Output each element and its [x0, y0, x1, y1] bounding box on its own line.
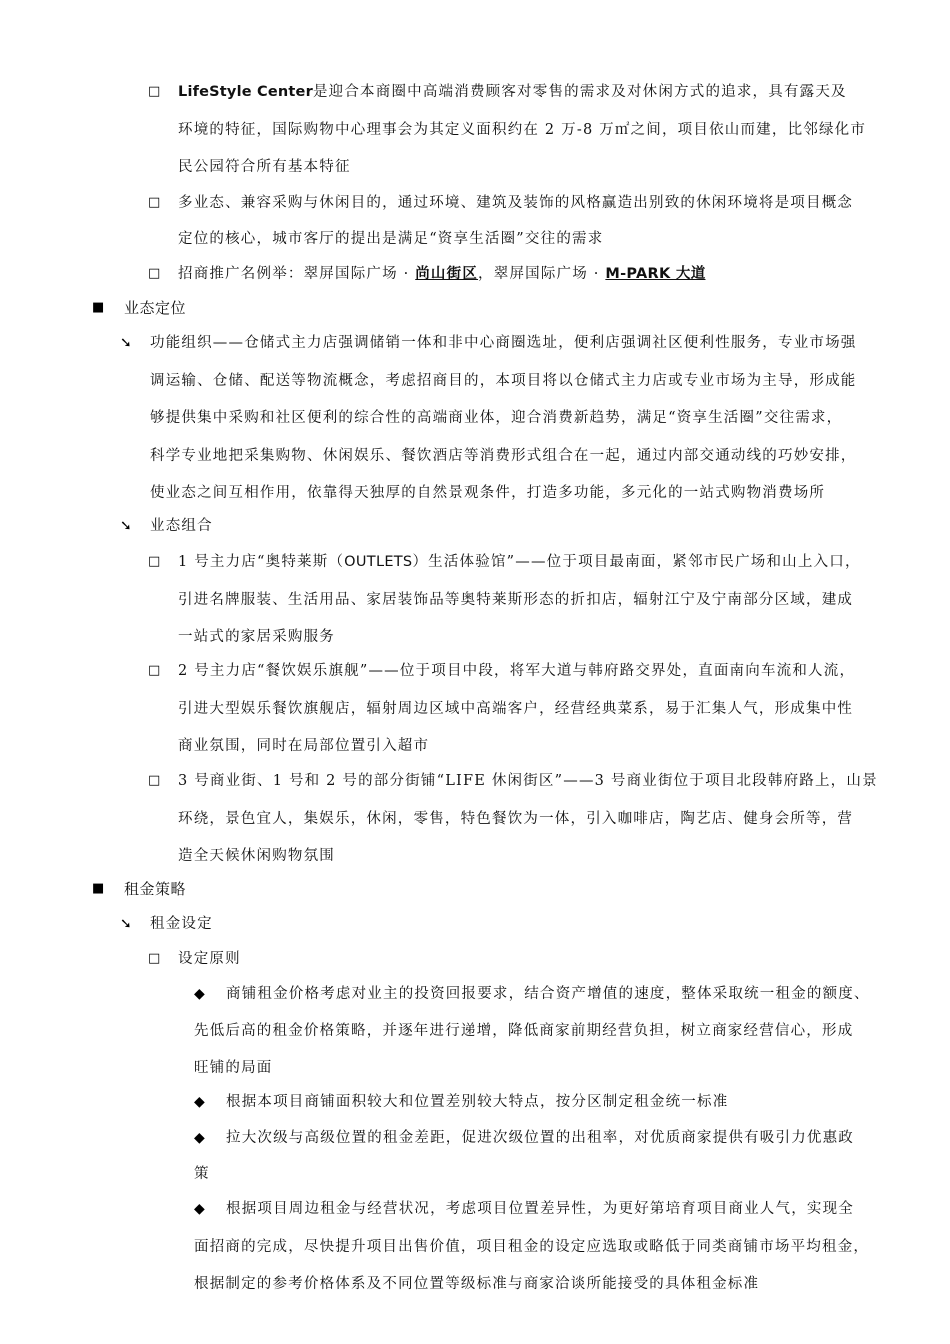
- function-org-line-1: 功能组织——仓储式主力店强调储销一体和非中心商圈选址，便利店强调社区便利性服务，专业市场强: [150, 335, 857, 351]
- square-bullet-icon: □: [148, 951, 161, 966]
- lifestyle-term: LifeStyle Center: [178, 84, 313, 100]
- square-bullet-icon: □: [148, 663, 161, 678]
- section-heading-rent: 租金策略: [124, 880, 187, 898]
- promo-mid: ，翠屏国际广场 ·: [478, 266, 606, 282]
- diamond-bullet-icon: ◆: [194, 1201, 205, 1217]
- principle4-line-1: 根据项目周边租金与经营状况，考虑项目位置差异性，为更好第培育项目商业人气，实现全: [226, 1201, 854, 1217]
- promo-line: [178, 264, 706, 284]
- store2-line-2: 引进大型娱乐餐饮旗舰店，辐射周边区域中高端客户，经营经典菜系，易于汇集人气，形成集中性: [178, 701, 854, 717]
- subheading-combo: 业态组合: [150, 518, 213, 534]
- function-org-line-3: 够提供集中采购和社区便利的综合性的高端商业体，迎合消费新趋势，满足“资享生活圈”交往需求，: [150, 410, 843, 426]
- diamond-bullet-icon: ◆: [194, 1094, 205, 1110]
- lifestyle-line-3: 民公园符合所有基本特征: [178, 159, 351, 175]
- store3-line-1: 3 号商业街、1 号和 2 号的部分街铺“LIFE 休闲街区”——3 号商业街位于项目北段韩府路上，山景: [178, 773, 878, 789]
- section-heading-format: 业态定位: [124, 299, 187, 317]
- multi-line-2: 定位的核心，城市客厅的提出是满足“资享生活圈”交往的需求: [178, 231, 604, 247]
- store1-text-a: 1 号主力店“奥特莱斯（: [178, 554, 345, 570]
- subheading-rent-set: 租金设定: [150, 916, 213, 932]
- promo-name-shangshan: 尚山街区: [415, 265, 479, 282]
- arrow-bullet-icon: ➘: [120, 335, 132, 351]
- filled-square-bullet-icon: ■: [92, 881, 105, 896]
- principle1-line-2: 先低后高的租金价格策略，并逐年进行递增，降低商家前期经营负担，树立商家经营信心，形成: [194, 1023, 854, 1039]
- principle4-line-3: 根据制定的参考价格体系及不同位置等级标准与商家洽谈所能接受的具体租金标准: [194, 1276, 760, 1292]
- arrow-bullet-icon: ➘: [120, 916, 132, 932]
- principle3-line-2: 策: [194, 1166, 210, 1182]
- filled-square-bullet-icon: ■: [92, 300, 105, 315]
- store1-line-3: 一站式的家居采购服务: [178, 629, 335, 645]
- arrow-bullet-icon: ➘: [120, 518, 132, 534]
- store1-line-2: 引进名牌服装、生活用品、家居装饰品等奥特莱斯形态的折扣店，辐射江宁及宁南部分区域，建成: [178, 592, 854, 608]
- multi-line-1: 多业态、兼容采购与休闲目的，通过环境、建筑及装饰的风格赢造出别致的休闲环境将是项目概念: [178, 195, 854, 211]
- lifestyle-line-2: 环境的特征，国际购物中心理事会为其定义面积约在 2 万-8 万㎡之间，项目依山而建，比邻绿化市: [178, 122, 867, 138]
- square-bullet-icon: □: [148, 554, 161, 569]
- diamond-bullet-icon: ◆: [194, 1130, 205, 1146]
- principle1-line-3: 旺铺的局面: [194, 1060, 273, 1076]
- principle2-line-1: 根据本项目商铺面积较大和位置差别较大特点，按分区制定租金统一标准: [226, 1094, 729, 1110]
- store3-line-3: 造全天候休闲购物氛围: [178, 848, 335, 864]
- square-bullet-icon: □: [148, 195, 161, 210]
- principle1-line-1: 商铺租金价格考虑对业主的投资回报要求，结合资产增值的速度，整体采取统一租金的额度、: [226, 986, 870, 1002]
- function-org-line-5: 使业态之间互相作用，依靠得天独厚的自然景观条件，打造多功能，多元化的一站式购物消费场所: [150, 485, 826, 501]
- principle4-line-2: 面招商的完成，尽快提升项目出售价值，项目租金的设定应选取或略低于同类商铺市场平均租金，: [194, 1239, 870, 1255]
- function-org-line-4: 科学专业地把采集购物、休闲娱乐、餐饮酒店等消费形式组合在一起，通过内部交通动线的巧妙安排，: [150, 448, 857, 464]
- lifestyle-line-1: [178, 82, 847, 102]
- square-bullet-icon: □: [148, 266, 161, 281]
- square-bullet-icon: □: [148, 773, 161, 788]
- principle3-line-1: 拉大次级与高级位置的租金差距，促进次级位置的出租率，对优质商家提供有吸引力优惠政: [226, 1130, 854, 1146]
- store1-text-c: ）生活体验馆”——位于项目最南面，紧邻市民广场和山上入口，: [412, 554, 861, 570]
- store1-outlets: OUTLETS: [344, 554, 413, 570]
- subheading-principle: 设定原则: [178, 951, 241, 967]
- promo-name-mpark: M-PARK 大道: [605, 266, 706, 282]
- promo-prefix: 招商推广名例举：翠屏国际广场 ·: [178, 266, 416, 282]
- store3-line-2: 环绕，景色宜人，集娱乐，休闲，零售，特色餐饮为一体，引入咖啡店，陶艺店、健身会所等，营: [178, 811, 854, 827]
- function-org-line-2: 调运输、仓储、配送等物流概念，考虑招商目的，本项目将以仓储式主力店或专业市场为主导，形成能: [150, 373, 857, 389]
- square-bullet-icon: □: [148, 84, 161, 99]
- diamond-bullet-icon: ◆: [194, 986, 205, 1002]
- store2-line-3: 商业氛围，同时在局部位置引入超市: [178, 738, 430, 754]
- lifestyle-text: 是迎合本商圈中高端消费顾客对零售的需求及对休闲方式的追求，具有露天及: [312, 84, 847, 100]
- store2-line-1: 2 号主力店“餐饮娱乐旗舰”——位于项目中段，将军大道与韩府路交界处，直面南向车流和人流，: [178, 663, 856, 679]
- store1-line-1: [178, 552, 861, 572]
